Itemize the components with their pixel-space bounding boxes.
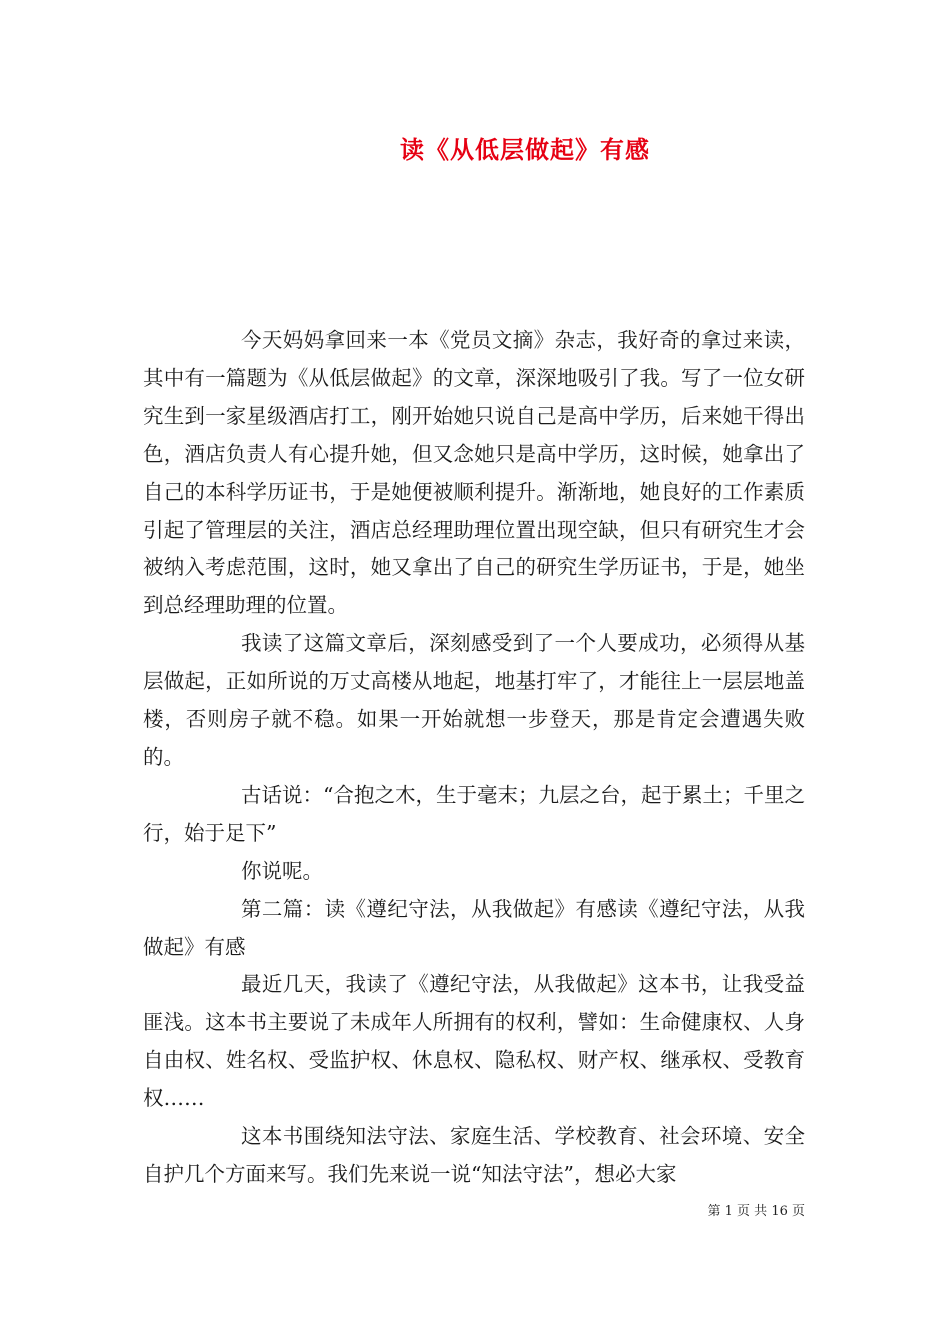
paragraph-1: 今天妈妈拿回来一本《党员文摘》杂志，我好奇的拿过来读，其中有一篇题为《从低层做起》的文章，深深地吸引了我。写了一位女研究生到一家星级酒店打工，刚开始她只说自己是高中学历，后来她干得出色，酒店负责人有心提升她，但又念她只是高中学历，这时候，她拿出了自己的本科学历证书，于是她便被顺利提升。渐渐地，她良好的工作素质引起了管理层的关注，酒店总经理助理位置出现空缺，但只有研究生才会被纳入考虑范围，这时，她又拿出了自己的研究生学历证书，于是，她坐到总经理助理的位置。 [143, 328, 805, 618]
page-number-footer: 第 1 页 共 16 页 [707, 1204, 805, 1219]
paragraph-4: 你说呢。 [241, 858, 323, 883]
paragraph-5: 第二篇：读《遵纪守法，从我做起》有感读《遵纪守法，从我做起》有感 [143, 896, 805, 959]
document-body [143, 322, 805, 1194]
paragraph-2: 我读了这篇文章后，深刻感受到了一个人要成功，必须得从基层做起，正如所说的万丈高楼从地起，地基打牢了，才能往上一层层地盖楼，否则房子就不稳。如果一开始就想一步登天，那是肯定会遭遇失败的。 [143, 631, 805, 769]
paragraph-7: 这本书围绕知法守法、家庭生活、学校教育、社会环境、安全自护几个方面来写。我们先来说一说“知法守法”，想必大家 [143, 1124, 805, 1186]
paragraph-3: 古话说：“合抱之木，生于毫末；九层之台，起于累土；千里之行，始于足下” [143, 782, 805, 845]
paragraph-6: 最近几天，我读了《遵纪守法，从我做起》这本书，让我受益匪浅。这本书主要说了未成年人所拥有的权利，譬如：生命健康权、人身自由权、姓名权、受监护权、休息权、隐私权、财产权、继承权、受教育权…… [143, 972, 805, 1111]
document-title: 读《从低层做起》有感 [400, 135, 650, 164]
